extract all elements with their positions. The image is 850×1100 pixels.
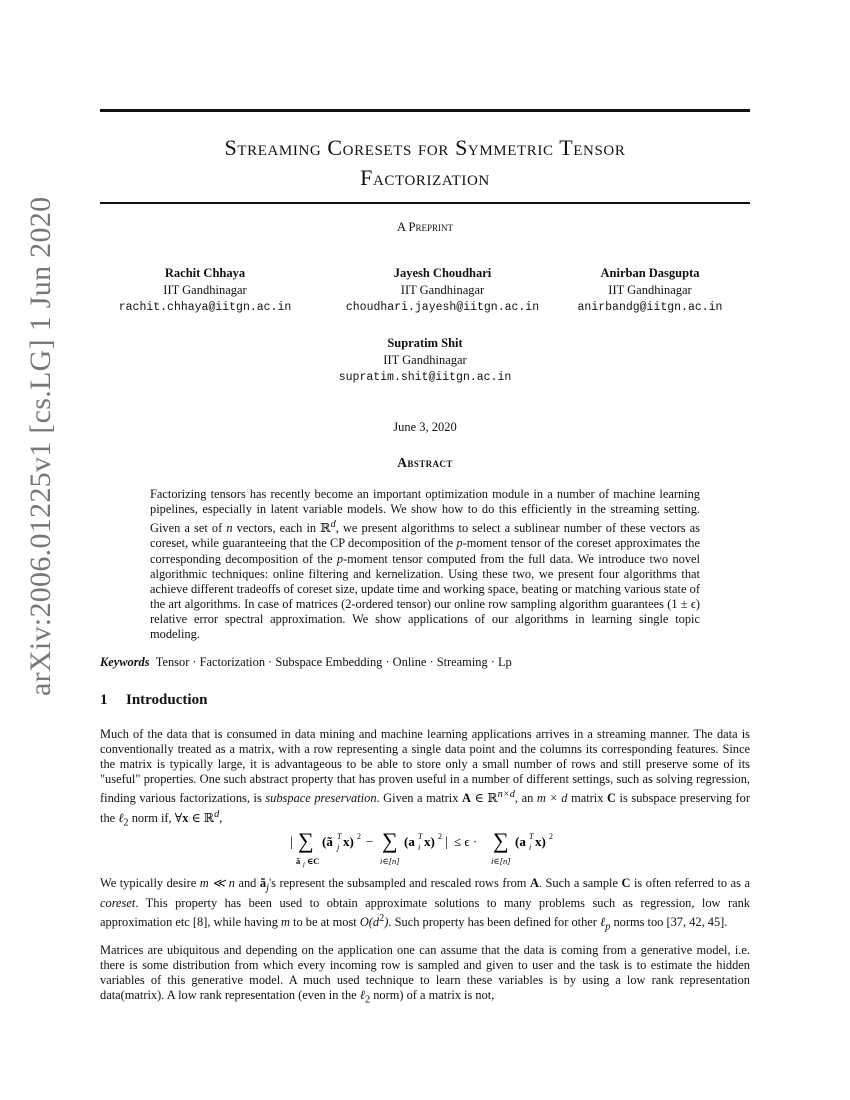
equation-svg xyxy=(100,826,750,870)
author-email[interactable]: rachit.chhaya@iitgn.ac.in xyxy=(118,301,292,314)
abstract-text: -moment tensor of the coreset approximates the corresponding decomposition of the xyxy=(150,536,700,566)
section-heading-introduction xyxy=(100,692,207,709)
math-p: p xyxy=(336,551,344,566)
author-affiliation: IIT Gandhinagar xyxy=(400,283,485,297)
eq-sum-1: ∑ xyxy=(298,828,314,853)
paragraph-text: , xyxy=(219,810,223,825)
paragraph-text: , an xyxy=(514,791,537,806)
section-number: 1 xyxy=(100,692,108,708)
paragraph-text: Much of the data that is consumed in data mining and machine learning applications arrives in a streaming manner. The data is conventionally treated as a matrix, with a row representing a single data point and the columns its corresponding features. Since the matrix is typically large, it is advantageous to be able to store only a small number of rows and still preserve some of its "useful" properties. One such abstract property that has proven useful in a number of different settings, such as solving regression, finding various factorizations, is xyxy=(100,727,750,806)
math-O: O(d xyxy=(359,914,380,929)
eq-term-1-rest: x) xyxy=(343,834,354,849)
math-m-n: m ≪ n xyxy=(199,876,235,890)
math-mxd: m × d xyxy=(536,791,568,806)
paragraph-text: 's represent the subsampled and rescaled rows from xyxy=(268,876,530,890)
keywords-list: Tensor · Factorization · Subspace Embedding · Online · Streaming · Lp xyxy=(155,655,512,669)
eq-sum-3: ∑ xyxy=(493,828,509,853)
eq-sum2-index: i∈[n] xyxy=(380,856,400,866)
paragraph-text: norm if, ∀ xyxy=(128,810,183,825)
abstract-heading: Abstract xyxy=(397,455,453,470)
top-rule xyxy=(100,109,750,112)
eq-term-3-sup: T xyxy=(529,832,534,841)
section-title: Introduction xyxy=(126,692,208,708)
math-A: A xyxy=(462,791,471,806)
paragraph-text: to be at most xyxy=(289,914,360,929)
math-sub: j xyxy=(266,882,269,894)
paper-title xyxy=(100,133,750,193)
eq-minus: − xyxy=(366,834,374,849)
math-p: p xyxy=(456,536,463,551)
math-C: C xyxy=(607,791,616,806)
eq-term-1: (ã xyxy=(322,834,333,849)
author-email[interactable]: anirbandg@iitgn.ac.in xyxy=(577,301,723,314)
abstract-text: relative error spectral approximation. We show applications of our algorithms in learning single topic modeling. xyxy=(150,611,700,641)
eq-term-2-rest: x) xyxy=(424,834,435,849)
author-affiliation: IIT Gandhinagar xyxy=(163,283,247,297)
keywords-label: Keywords xyxy=(100,655,150,669)
paragraph-text: is subspace preserving for the xyxy=(100,791,750,825)
paragraph-text: and xyxy=(234,876,260,890)
intro-paragraph-3 xyxy=(100,943,750,1008)
paragraph-text: ∈ ℝ xyxy=(188,810,215,825)
abstract-text: -moment tensor computed from the full data. We introduce two novel algorithmic techniques: online filtering and kernelization. Using these two, we present four algorithms that achieve different tradeoffs of coreset size, update time and working space, beating or matching various state of the art algorithms. In case of matrices (2-ordered tensor) our online row sampling algorithm guarantees xyxy=(150,551,700,611)
eq-leq: ≤ ϵ · xyxy=(454,834,478,849)
eq-term-1-sub: j xyxy=(337,843,340,852)
eq-term-1-sup: T xyxy=(337,832,342,841)
eq-sum1-index-rest: ∈C xyxy=(307,856,320,866)
abstract-text: vectors, each in xyxy=(232,521,321,536)
math-C: C xyxy=(621,876,631,890)
math-A: A xyxy=(529,876,539,890)
math-d: d xyxy=(214,808,220,820)
eq-term-3-rest: x) xyxy=(535,834,546,849)
paragraph-text: Matrices are ubiquitous and depending on the application one can assume that the data is coming from a generative model, i.e. there is some distribution from which every incoming row is sampled and given to user and the task is to estimate the hidden variables of this generative model. A much used technique to learn these variables is by using a low rank representation data(matrix). A low rank representation (even in the xyxy=(100,943,750,1003)
eq-sum1-index-j: j xyxy=(303,861,305,868)
paragraph-text: We typically desire xyxy=(100,876,200,890)
paragraph-text: . Such a sample xyxy=(538,876,622,890)
paper-date: June 3, 2020 xyxy=(393,420,457,434)
emphasis-text: subspace preservation xyxy=(265,791,377,806)
math-sub: 2 xyxy=(123,817,129,829)
paragraph-text: is often referred to as a xyxy=(630,876,751,890)
author-name: Anirban Dasgupta xyxy=(600,266,700,280)
author-block xyxy=(320,265,565,316)
preprint-label: A Preprint xyxy=(397,220,453,234)
eq-term-2-sup: T xyxy=(418,832,423,841)
author-block xyxy=(560,265,740,316)
intro-paragraph-1 xyxy=(100,727,750,830)
paragraph-text: norms too [37, 42, 45]. xyxy=(610,914,728,929)
eq-sum3-index: i∈[n] xyxy=(491,856,511,866)
math-eps: (1 ± ϵ) xyxy=(667,596,700,611)
paragraph-text: ∈ ℝ xyxy=(470,791,498,806)
math-sub: p xyxy=(605,921,611,933)
math-ell: ℓ xyxy=(359,988,365,1003)
eq-sum-2: ∑ xyxy=(382,828,398,853)
abstract-text: , we present algorithms to select a sublinear number of these vectors as coreset, while guaranteeing that the CP decomposition of the xyxy=(150,521,701,551)
math-sup: 2 xyxy=(379,912,385,924)
math-sub: 2 xyxy=(364,994,371,1006)
math-d: d xyxy=(330,519,336,531)
title-bottom-rule xyxy=(100,202,750,204)
math-m: m xyxy=(281,914,290,929)
eq-term-2: (a xyxy=(404,834,415,849)
math-x: x xyxy=(182,810,189,825)
abstract-text: Factorizing tensors has recently become an important optimization module in a number of machine learning pipelines, especially in latent variable models. We show how to do this efficiently in the streaming setting. Given a set of xyxy=(150,487,700,536)
author-email[interactable]: choudhari.jayesh@iitgn.ac.in xyxy=(345,301,540,314)
author-name: Rachit Chhaya xyxy=(164,266,246,280)
eq-term-3: (a xyxy=(515,834,526,849)
paragraph-text: . Given a matrix xyxy=(376,791,463,806)
title-line-1: Streaming Coresets for Symmetric Tensor xyxy=(224,135,626,160)
eq-term-2-sq: 2 xyxy=(438,832,442,841)
emphasis-text: coreset xyxy=(100,895,136,910)
eq-abs-right: | xyxy=(445,835,448,850)
paragraph-text: . This property has been used to obtain approximate solutions to many problems such as regression, low rank approximation etc [8], while having xyxy=(100,895,750,929)
eq-term-2-sub: i xyxy=(418,843,421,852)
equation-subspace xyxy=(100,826,750,866)
author-name: Supratim Shit xyxy=(387,336,463,350)
eq-term-1-sq: 2 xyxy=(357,832,361,841)
math-ell: ℓ xyxy=(118,810,124,825)
eq-abs-left: | xyxy=(290,835,293,850)
paragraph-text: . Such property has been defined for other xyxy=(388,914,601,929)
paragraph-text: matrix xyxy=(567,791,608,806)
math-O-close: ) xyxy=(384,914,389,929)
author-affiliation: IIT Gandhinagar xyxy=(608,283,692,297)
math-aj: ã xyxy=(259,876,267,890)
arxiv-identifier: arXiv:2006.01225v1 [cs.LG] 1 Jun 2020 xyxy=(24,196,57,696)
intro-paragraph-2 xyxy=(100,876,750,934)
math-ell: ℓ xyxy=(600,914,606,929)
eq-sum1-index: ã xyxy=(296,856,301,866)
math-n: n xyxy=(226,521,233,536)
author-affiliation: IIT Gandhinagar xyxy=(383,353,467,367)
author-email[interactable]: supratim.shit@iitgn.ac.in xyxy=(338,371,512,384)
keywords-line xyxy=(100,655,750,670)
author-block xyxy=(105,265,305,316)
abstract-body xyxy=(150,487,700,642)
eq-term-3-sub: i xyxy=(529,843,532,852)
math-reals: ℝ xyxy=(320,521,331,536)
author-block xyxy=(320,335,530,386)
author-name: Jayesh Choudhari xyxy=(393,266,492,280)
eq-term-3-sq: 2 xyxy=(549,832,553,841)
title-line-2: Factorization xyxy=(360,165,490,190)
math-nd: n×d xyxy=(497,789,515,801)
paragraph-text: norm) of a matrix is not, xyxy=(370,988,495,1003)
